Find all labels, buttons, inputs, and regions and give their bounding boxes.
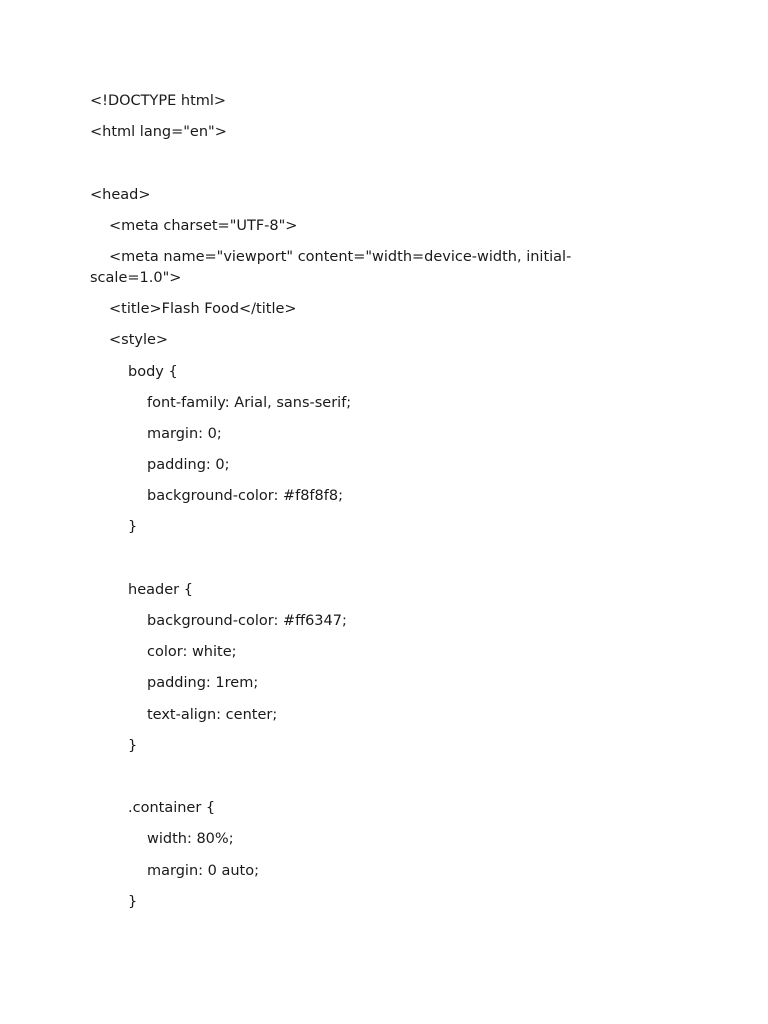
code-line: padding: 0; <box>147 457 230 474</box>
code-line: background-color: #ff6347; <box>147 613 347 629</box>
code-line: .container { <box>128 800 216 817</box>
code-line: font-family: Arial, sans-serif; <box>147 394 352 411</box>
code-line: margin: 0; <box>147 425 222 442</box>
blank-line <box>90 549 600 570</box>
code-line: width: 80%; <box>147 831 234 848</box>
code-line: <head> <box>90 186 151 203</box>
code-line: text-align: center; <box>147 706 278 723</box>
code-line: } <box>128 519 138 536</box>
code-line: <title>Flash Food</title> <box>109 301 297 318</box>
code-line: <meta name="viewport" content="width=device-width, initial-scale=1.0"> <box>90 248 572 286</box>
blank-line <box>90 153 600 174</box>
code-line: } <box>128 893 138 910</box>
code-line: header { <box>128 581 193 598</box>
code-line: <meta charset="UTF-8"> <box>109 217 298 234</box>
code-line: padding: 1rem; <box>147 675 259 692</box>
code-line: body { <box>128 363 178 380</box>
code-line: color: white; <box>147 644 237 661</box>
code-line: <style> <box>109 332 169 349</box>
code-line: <!DOCTYPE html> <box>90 93 227 109</box>
code-line: margin: 0 auto; <box>147 862 259 879</box>
code-listing <box>90 91 600 923</box>
blank-line <box>90 767 600 788</box>
code-line: } <box>128 737 138 754</box>
code-line: background-color: #f8f8f8; <box>147 488 343 505</box>
code-line: <html lang="en"> <box>90 124 227 141</box>
